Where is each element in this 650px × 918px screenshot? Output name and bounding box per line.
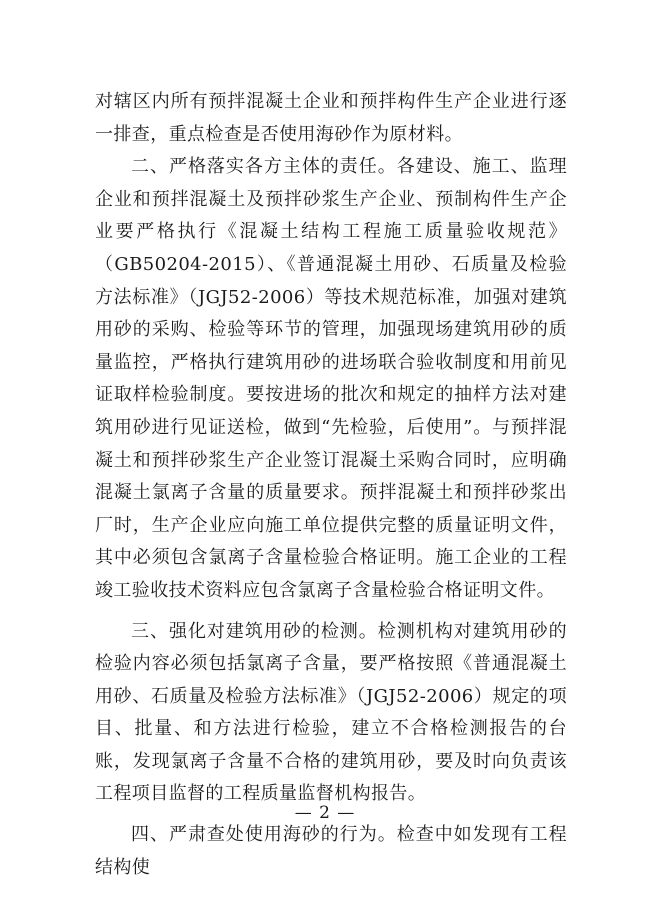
body-text	[95, 86, 567, 884]
paragraph-1-text: 对辖区内所有预拌混凝土企业和预拌构件生产企业进行逐一排查，重点检查是否使用海砂作为原材料。	[95, 91, 567, 145]
paragraph-3-text: 检测机构对建筑用砂的检验内容必须包括氯离子含量，要严格按照《普通混凝土用砂、石质量及检验方法标准》（JGJ52-2006）规定的项目、批量、和方法进行检验，建立不合格检测报告的台账，发现氯离子含量不合格的建筑用砂，要及时向负责该工程项目监督的工程质量监督机构报告。	[95, 620, 567, 805]
paragraph-2-text: 各建设、施工、监理企业和预拌混凝土及预拌砂浆生产企业、预制构件生产企业要严格执行《混凝土结构工程施工质量验收规范》（GB50204-2015）、《普通混凝土用砂、石质量及检验方法标准》（JGJ52-2006）等技术规范标准，加强对建筑用砂的采购、检验等环节的管理，加强现场建筑用砂的质量监控，严格执行建筑用砂的进场联合验收制度和用前见证取样检验制度。要按进场的批次和规定的抽样方法对建筑用砂进行见证送检，做到“先检验，后使用”。与预拌混凝土和预拌砂浆生产企业签订混凝土采购合同时，应明确混凝土氯离子含量的质量要求。预拌混凝土和预拌砂浆出厂时，生产企业应向施工单位提供完整的质量证明文件，其中必须包含氯离子含量检验合格证明。施工企业的工程竣工验收技术资料应包含氯离子含量检验合格证明文件。	[95, 156, 567, 601]
paragraph-3	[95, 616, 567, 812]
paragraph-4-text: 检查中如发现有工程结构使	[95, 824, 567, 878]
paragraph-4-heading: 四、严肃查处使用海砂的行为。	[131, 824, 397, 846]
page-number: — 2 —	[294, 803, 356, 823]
paragraph-4	[95, 819, 567, 884]
paragraph-2-heading: 二、严格落实各方主体的责任。	[131, 156, 397, 178]
paragraph-3-heading: 三、强化对建筑用砂的检测。	[131, 620, 378, 642]
paragraph-1	[95, 86, 567, 151]
paragraph-2	[95, 151, 567, 607]
